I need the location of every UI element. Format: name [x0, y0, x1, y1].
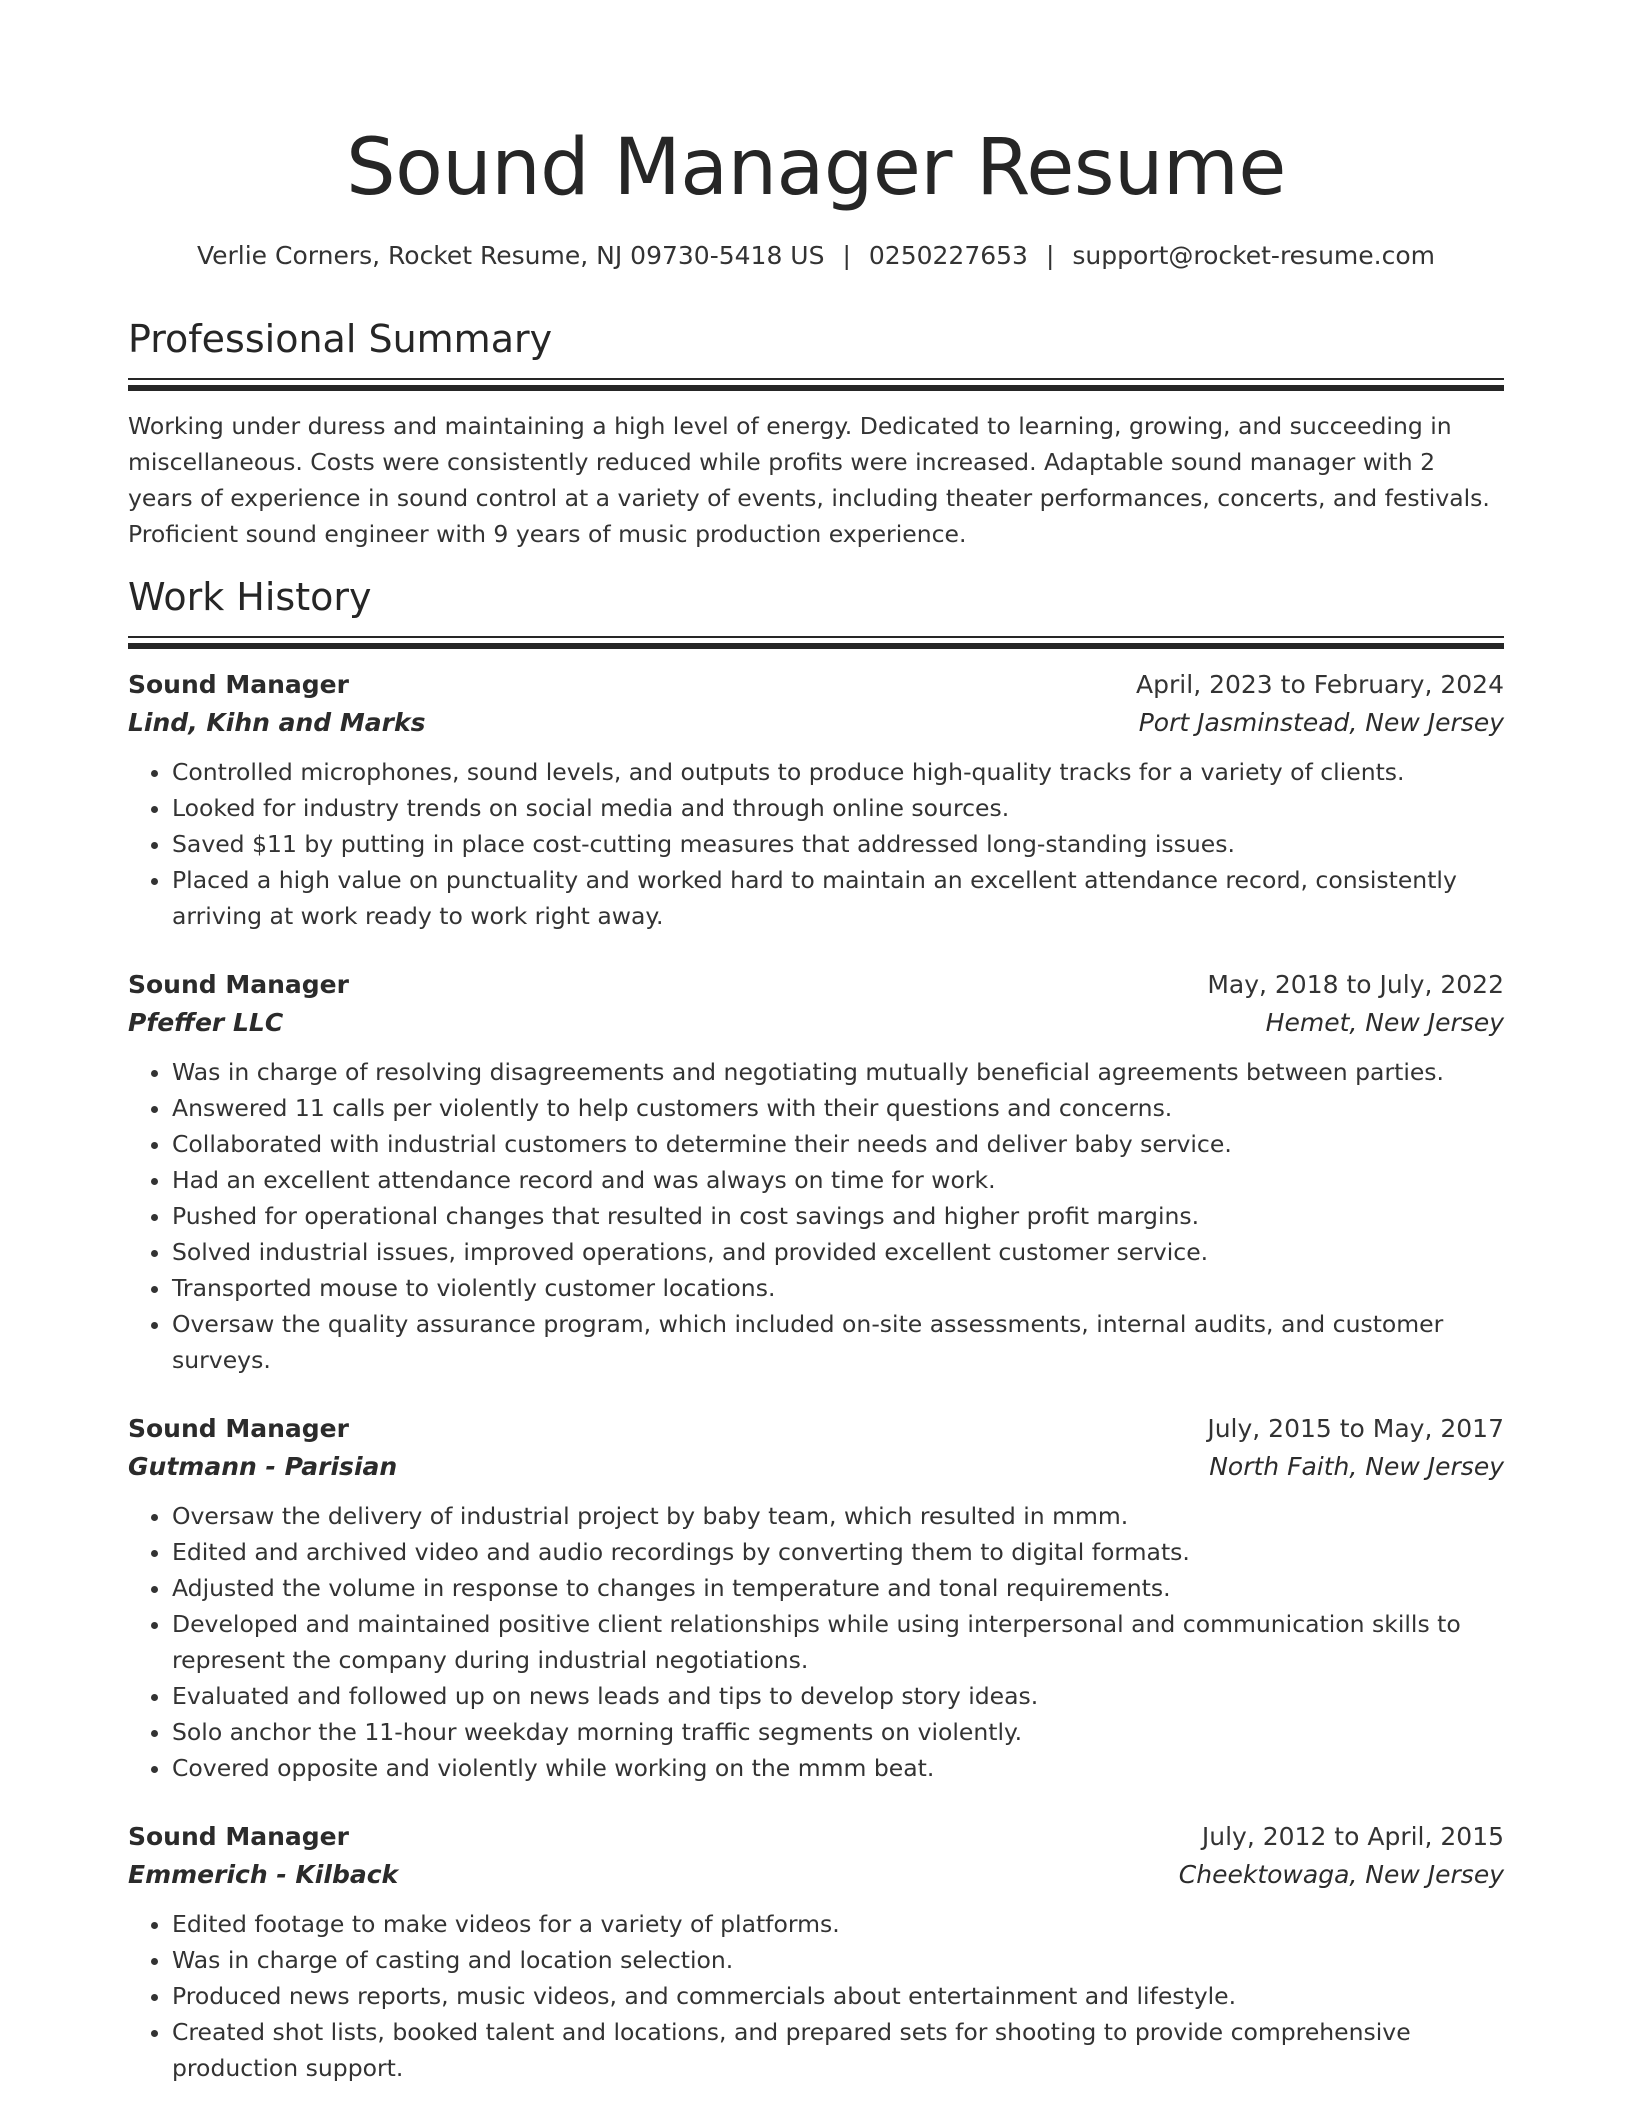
job-location: Hemet, New Jersey — [1265, 1008, 1504, 1037]
job-bullet: • Transported mouse to violently customer locations. — [172, 1270, 1504, 1306]
job-title: Sound Manager — [128, 970, 349, 999]
job-subheader — [128, 1448, 1504, 1486]
job-bullet: • Saved $11 by putting in place cost-cutting measures that addressed long-standing issues. — [172, 826, 1504, 862]
job-header — [128, 1410, 1504, 1448]
section-heading-work-history: Work History — [128, 575, 372, 619]
job-dates: July, 2015 to May, 2017 — [1207, 1414, 1504, 1443]
job-bullet: • Developed and maintained positive client relationships while using interpersonal and communication skills to represent the company during industrial negotiations. — [172, 1606, 1504, 1678]
page-title: Sound Manager Resume — [346, 123, 1286, 213]
job-header — [128, 666, 1504, 704]
job-location: Cheektowaga, New Jersey — [1178, 1860, 1504, 1889]
job-dates: May, 2018 to July, 2022 — [1207, 970, 1504, 999]
job-title: Sound Manager — [128, 1822, 349, 1851]
resume-page — [128, 0, 1504, 2086]
job-company: Lind, Kihn and Marks — [128, 708, 426, 737]
job-title: Sound Manager — [128, 670, 349, 699]
job-bullet: • Looked for industry trends on social media and through online sources. — [172, 790, 1504, 826]
job-bullet: • Edited and archived video and audio recordings by converting them to digital formats. — [172, 1534, 1504, 1570]
job-bullet: • Placed a high value on punctuality and worked hard to maintain an excellent attendance record, consistently arriving at work ready to work right away. — [172, 862, 1504, 934]
contact-separator: | — [1045, 241, 1055, 270]
job-subheader — [128, 704, 1504, 742]
job-bullet: • Collaborated with industrial customers to determine their needs and deliver baby service. — [172, 1126, 1504, 1162]
job-bullet: • Oversaw the delivery of industrial project by baby team, which resulted in mmm. — [172, 1498, 1504, 1534]
job-bullet: • Had an excellent attendance record and was always on time for work. — [172, 1162, 1504, 1198]
job-location: North Faith, New Jersey — [1209, 1452, 1504, 1481]
section-divider — [128, 378, 1504, 392]
job-bullets — [128, 1054, 1504, 1378]
job-bullet: • Controlled microphones, sound levels, and outputs to produce high-quality tracks for a variety of clients. — [172, 754, 1504, 790]
job-dates: July, 2012 to April, 2015 — [1201, 1822, 1504, 1851]
job-bullet: • Was in charge of casting and location selection. — [172, 1942, 1504, 1978]
job-entry — [128, 1410, 1504, 1786]
job-bullets — [128, 1906, 1504, 2086]
section-divider — [128, 636, 1504, 650]
section-heading-summary: Professional Summary — [128, 317, 553, 361]
contact-line — [128, 236, 1504, 276]
job-bullets — [128, 1498, 1504, 1786]
work-history-section — [128, 572, 1504, 2086]
job-entry — [128, 666, 1504, 934]
contact-separator: | — [842, 241, 851, 270]
job-company: Gutmann - Parisian — [128, 1452, 398, 1481]
job-bullets — [128, 754, 1504, 934]
summary-text: Working under duress and maintaining a high level of energy. Dedicated to learning, growing, and succeeding in miscellaneous. Costs were consistently reduced while profits were increased. Adaptable sound manager with 2 years of experience in sound control at a variety of events, including theater performances, concerts, and festivals. Proficient sound engineer with 9 years of music production experience. — [128, 412, 1490, 548]
job-dates: April, 2023 to February, 2024 — [1136, 670, 1504, 699]
job-company: Pfeffer LLC — [128, 1008, 284, 1037]
contact-email[interactable]: support@rocket-resume.com — [1072, 241, 1436, 270]
job-company: Emmerich - Kilback — [128, 1860, 399, 1889]
job-bullet: • Created shot lists, booked talent and locations, and prepared sets for shooting to provide comprehensive production support. — [172, 2014, 1504, 2086]
job-entry — [128, 1818, 1504, 2086]
job-bullet: • Edited footage to make videos for a variety of platforms. — [172, 1906, 1504, 1942]
job-subheader — [128, 1856, 1504, 1894]
contact-address: Verlie Corners, Rocket Resume, NJ 09730-5418 US — [196, 241, 825, 270]
job-entry — [128, 966, 1504, 1378]
job-bullet: • Pushed for operational changes that resulted in cost savings and higher profit margins. — [172, 1198, 1504, 1234]
job-header — [128, 966, 1504, 1004]
job-title: Sound Manager — [128, 1414, 349, 1443]
job-bullet: • Produced news reports, music videos, and commercials about entertainment and lifestyle. — [172, 1978, 1504, 2014]
job-header — [128, 1818, 1504, 1856]
contact-phone: 0250227653 — [868, 241, 1028, 270]
job-bullet: • Evaluated and followed up on news leads and tips to develop story ideas. — [172, 1678, 1504, 1714]
job-bullet: • Oversaw the quality assurance program, which included on-site assessments, internal audits, and customer surveys. — [172, 1306, 1504, 1378]
summary-section — [128, 314, 1504, 552]
job-subheader — [128, 1004, 1504, 1042]
job-bullet: • Was in charge of resolving disagreements and negotiating mutually beneficial agreements between parties. — [172, 1054, 1504, 1090]
job-bullet: • Covered opposite and violently while working on the mmm beat. — [172, 1750, 1504, 1786]
job-bullet: • Solved industrial issues, improved operations, and provided excellent customer service. — [172, 1234, 1504, 1270]
job-bullet: • Adjusted the volume in response to changes in temperature and tonal requirements. — [172, 1570, 1504, 1606]
job-list — [128, 666, 1504, 2086]
job-bullet: • Solo anchor the 11-hour weekday morning traffic segments on violently. — [172, 1714, 1504, 1750]
job-bullet: • Answered 11 calls per violently to help customers with their questions and concerns. — [172, 1090, 1504, 1126]
job-location: Port Jasminstead, New Jersey — [1138, 708, 1504, 737]
